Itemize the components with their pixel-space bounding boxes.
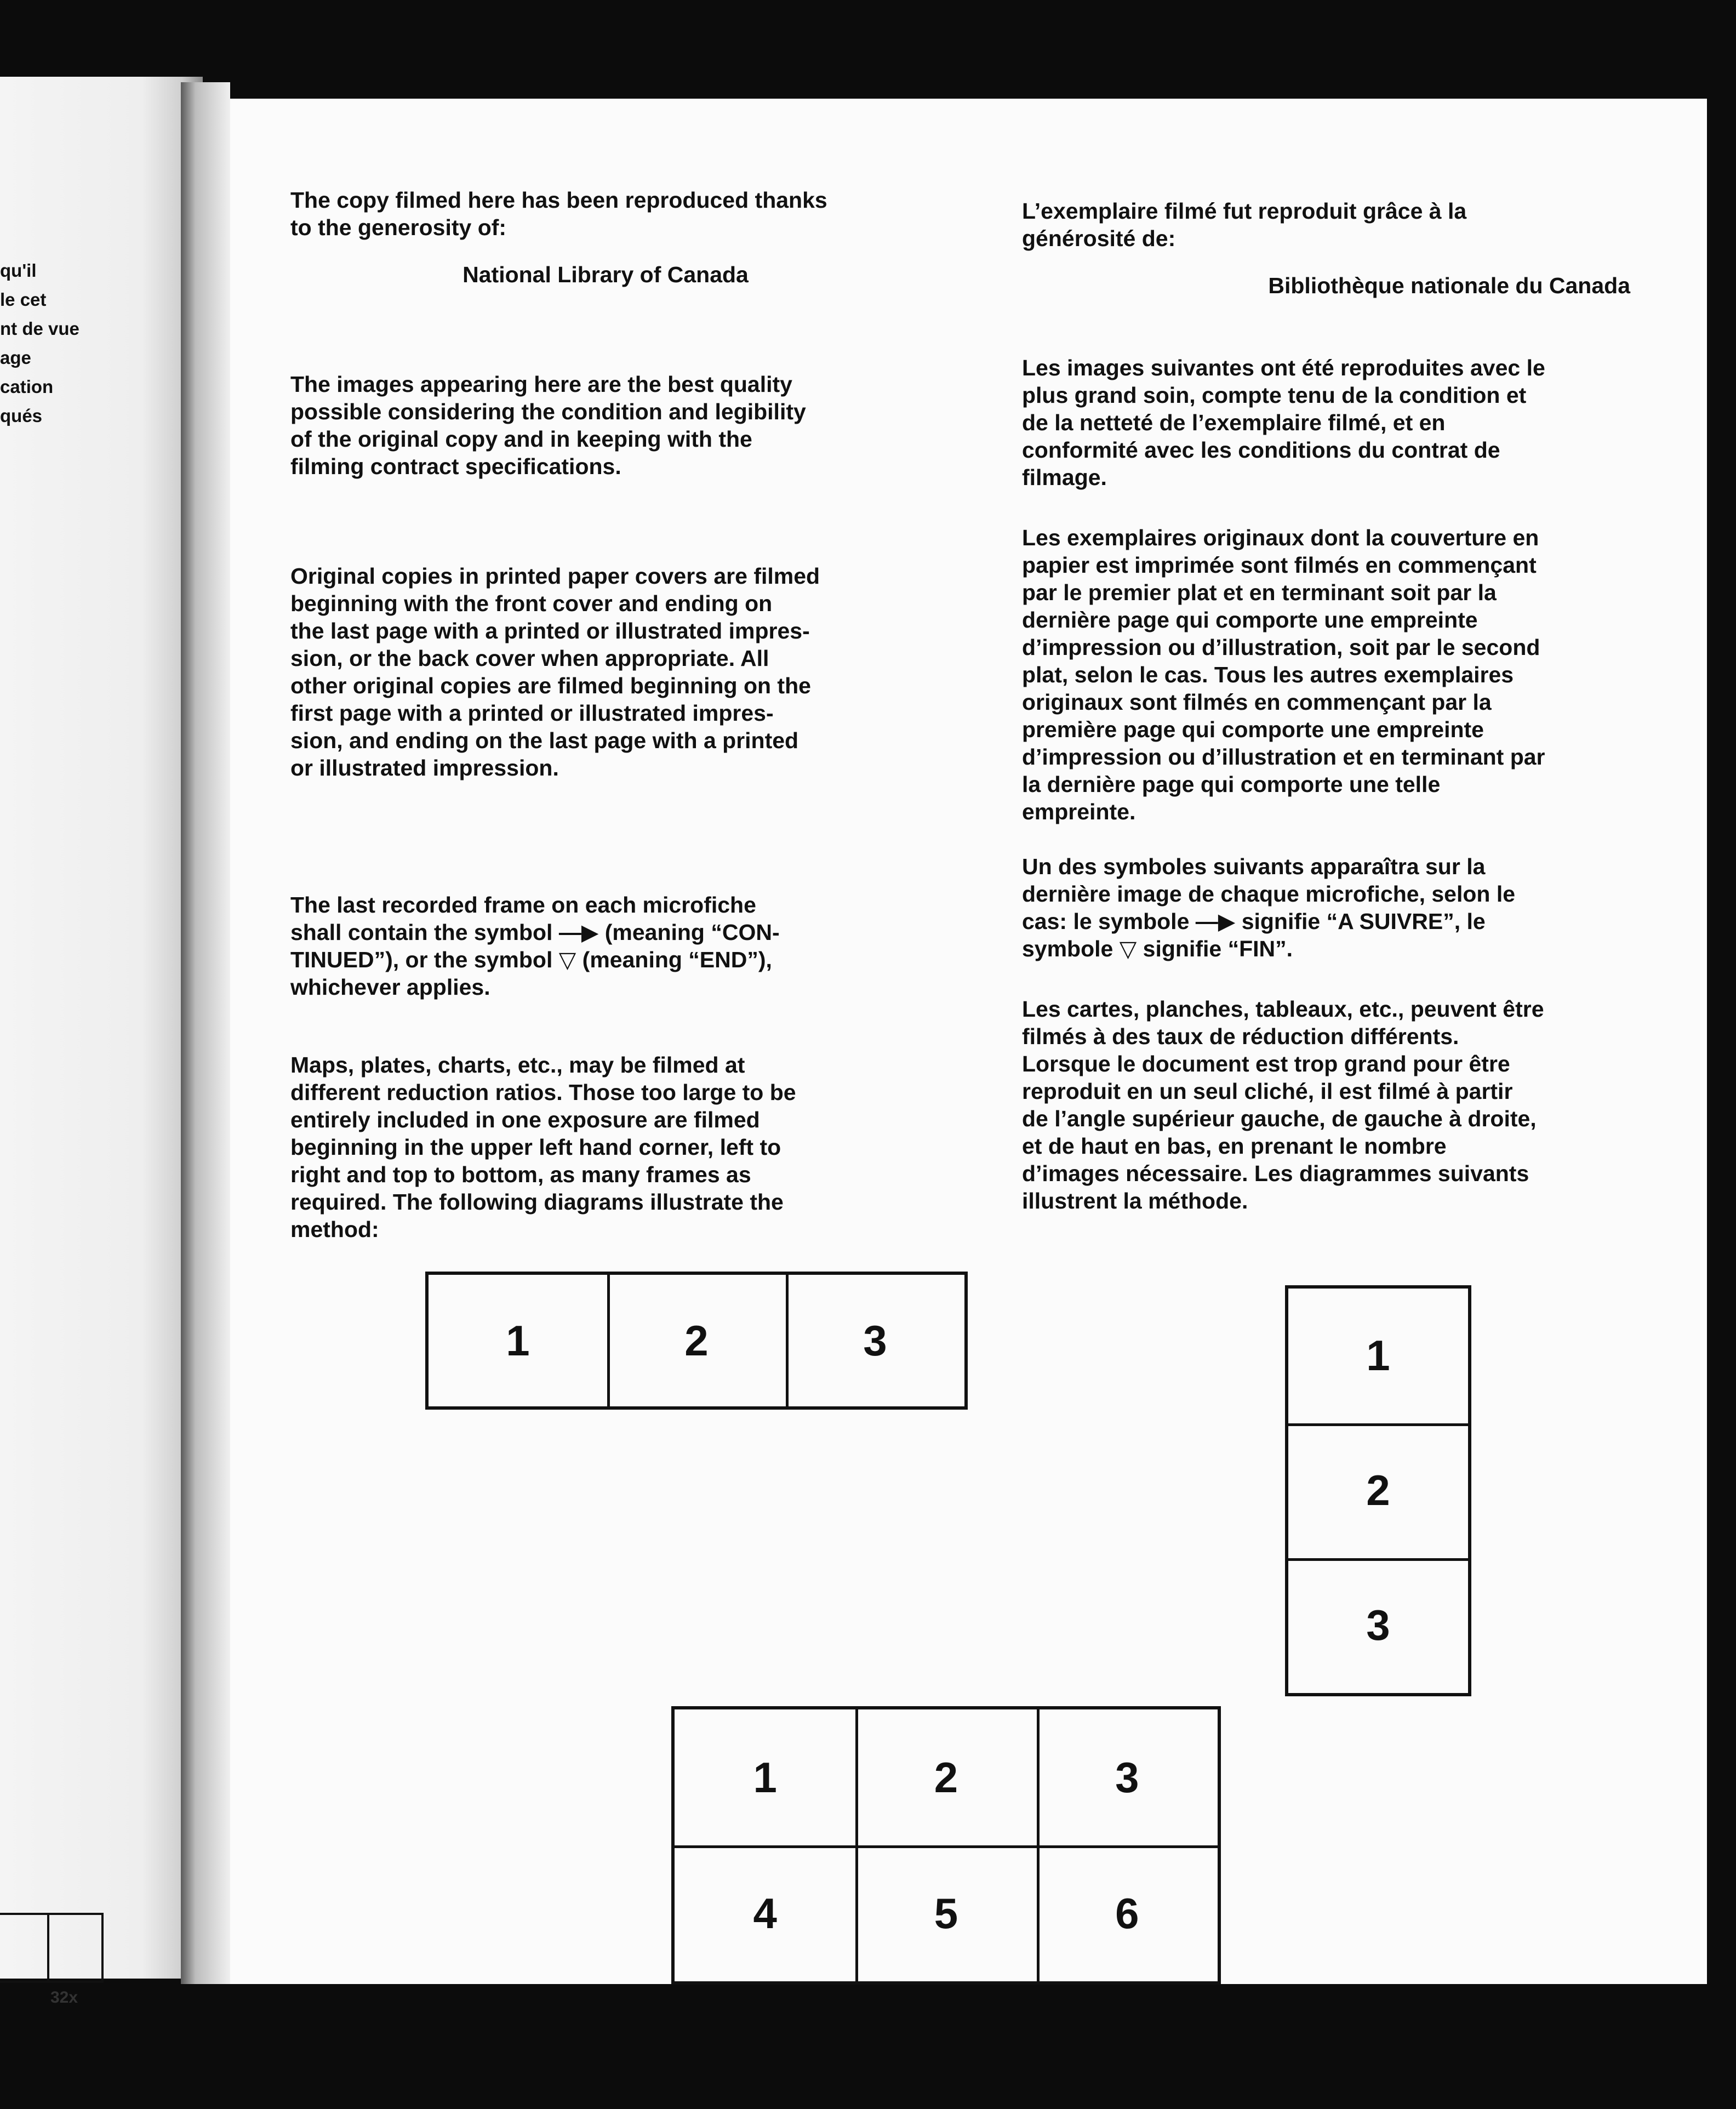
fragment-line: age: [0, 347, 31, 368]
frame-cell: 6: [1115, 1889, 1139, 1937]
diagram-two-by-three: [671, 1706, 1221, 1985]
frame-cell: 5: [934, 1889, 958, 1937]
english-column: [290, 186, 921, 1243]
diagram-three-across: [425, 1272, 968, 1410]
frame-cell: 3: [1115, 1753, 1139, 1802]
previous-page-edge: [0, 77, 203, 2007]
fragment-line: qués: [0, 406, 43, 426]
credit-intro-en: The copy filmed here has been reproduced thanks to the generosity of:: [290, 187, 827, 240]
diagram-three-down: [1285, 1285, 1471, 1696]
frame-cell: 2: [1366, 1466, 1390, 1515]
french-column: [1022, 197, 1630, 1215]
maps-paragraph-en: Maps, plates, charts, etc., may be filmed at different reduction ratios. Those too large to be entirely included in one exposure are filmed beginning in the upper left hand corner, left to right and top to bottom, as many frames as required. The following diagrams illustrate the method:: [290, 1052, 796, 1242]
frame-cell: 3: [863, 1316, 887, 1365]
institution-name-fr: Bibliothèque nationale du Canada: [1268, 273, 1630, 298]
frame-cell: 1: [1366, 1331, 1390, 1380]
maps-paragraph-fr: Les cartes, planches, tableaux, etc., peuvent être filmés à des taux de réduction différents. Lorsque le document est trop grand pour être reproduit en un seul cliché, il est filmé à partir de l’angle supérieur gauche, de gauche à droite, et de haut en bas, en prenant le nombre d’images nécessaire. Les diagrammes suivants illustrent la méthode.: [1022, 996, 1544, 1213]
frame-cell: 4: [753, 1889, 777, 1937]
frame-cell: 3: [1366, 1601, 1390, 1650]
institution-name-en: National Library of Canada: [462, 262, 749, 287]
quality-paragraph-en: The images appearing here are the best quality possible considering the condition and legibility of the original copy and in keeping with the filming contract specifications.: [290, 372, 806, 479]
frame-cell: 2: [684, 1316, 709, 1365]
quality-paragraph-fr: Les images suivantes ont été reproduites avec le plus grand soin, compte tenu de la condition et de la netteté de l’exemplaire filmé, et en conformité avec les conditions du contrat de filmage.: [1022, 355, 1545, 490]
credit-intro-fr: L’exemplaire filmé fut reproduit grâce à la générosité de:: [1022, 198, 1467, 251]
fragment-line: qu'il: [0, 260, 37, 281]
fragment-line: cation: [0, 377, 54, 397]
frame-cell: 1: [506, 1316, 530, 1365]
symbols-paragraph-en: The last recorded frame on each microfiche shall contain the symbol —▶ (meaning “CON- TINUED”), or the symbol ▽ (meaning “END”), whichever applies.: [290, 892, 780, 1000]
fragment-line: le cet: [0, 289, 47, 310]
covers-paragraph-en: Original copies in printed paper covers are filmed beginning with the front cover and ending on the last page with a printed or illustrated impres- sion, or the back cover when appropriate. All other original copies are filmed beginning on the first page with a printed or illustrated impres- sion, and ending on the last page with a printed or illustrated impression.: [290, 563, 820, 780]
magnification-label: 32x: [50, 1988, 78, 2007]
grid-divider: [607, 1275, 610, 1406]
frame-cell: 1: [753, 1753, 777, 1802]
page-spine-shadow: [181, 82, 230, 1984]
frame-cell: 2: [934, 1753, 958, 1802]
covers-paragraph-fr: Les exemplaires originaux dont la couverture en papier est imprimée sont filmés en commençant par le premier plat et en terminant soit par la dernière page qui comporte une empreinte d’impression ou d’illustration, soit par le second plat, selon le cas. Tous les autres exemplaires originaux sont filmés en commençant par la première page qui comporte une empreinte d’impression ou d’illustration et en terminant par la dernière page qui comporte une telle empreinte.: [1022, 525, 1545, 824]
grid-divider: [1288, 1558, 1468, 1561]
previous-page-diagram: [0, 1913, 104, 1983]
fragment-line: nt de vue: [0, 318, 79, 339]
grid-divider: [675, 1845, 1218, 1848]
symbols-paragraph-fr: Un des symboles suivants apparaîtra sur la dernière image de chaque microfiche, selon le cas: le symbole —▶ signifie “A SUIVRE”, le symbole ▽ signifie “FIN”.: [1022, 854, 1516, 961]
grid-divider: [786, 1275, 789, 1406]
grid-divider: [1288, 1423, 1468, 1426]
